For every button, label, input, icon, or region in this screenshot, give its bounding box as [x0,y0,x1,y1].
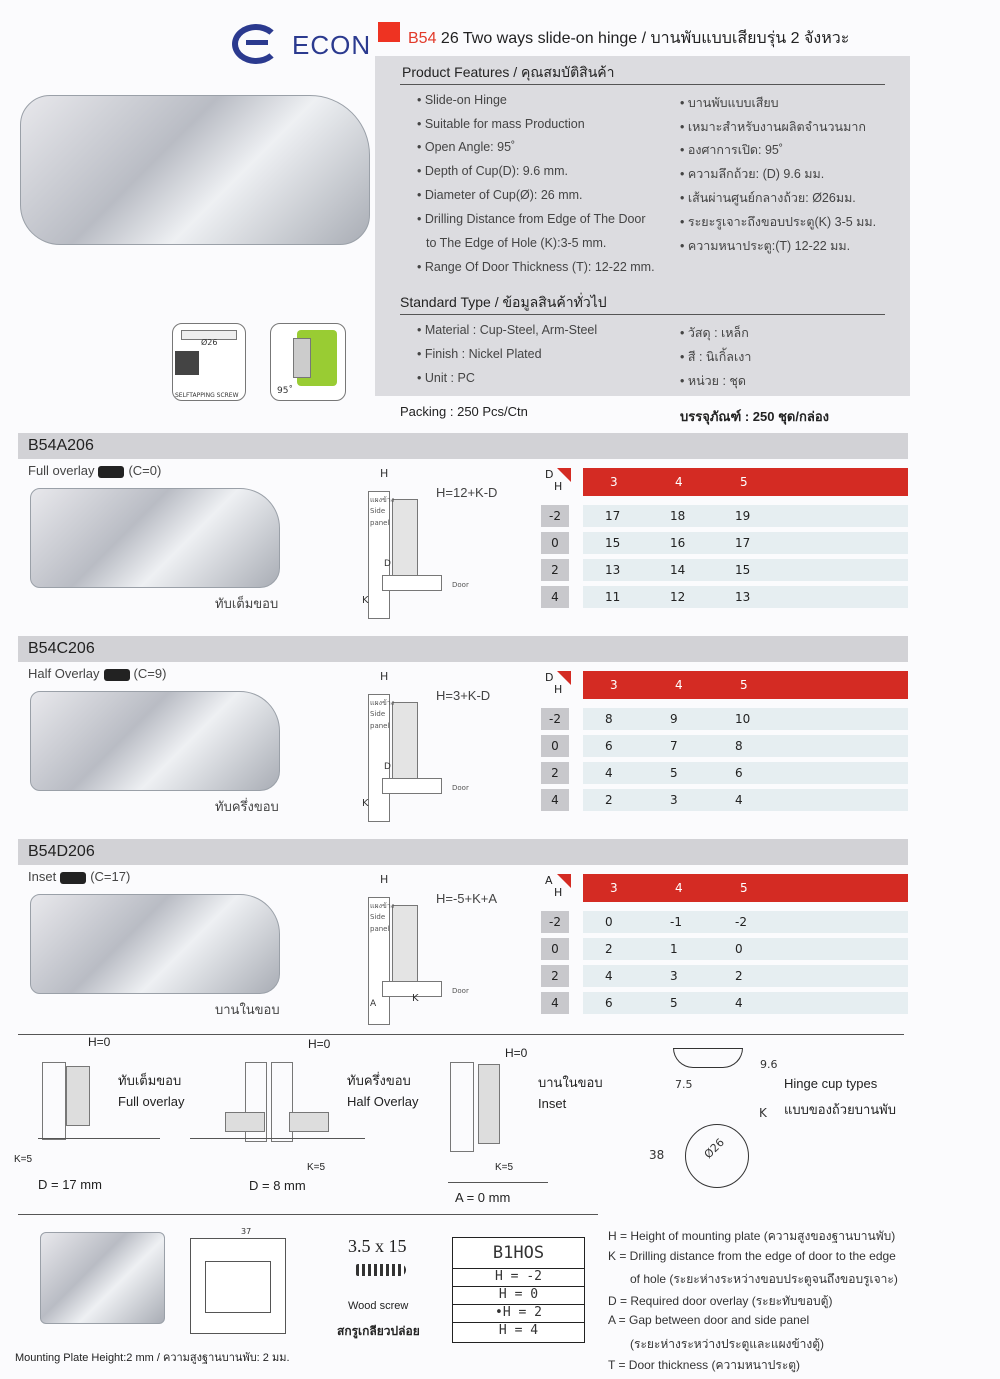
table-row [583,789,908,811]
table-cell: 13 [605,563,621,577]
packing-en: Packing : 250 Pcs/Ctn [400,404,528,419]
row-header: 0 [541,532,569,554]
brand-name: ECON [292,30,372,60]
row-header: 2 [541,965,569,987]
table-cell: 18 [670,509,686,523]
mounting-plate-drawing: 37 [190,1238,286,1334]
features-heading: Product Features / คุณสมบัติสินค้า [402,64,615,80]
table-row [583,992,908,1014]
col-header: 5 [740,475,748,489]
table-cell: 11 [605,590,621,604]
full-overlay-diagram [38,1052,96,1142]
overlay-icon [104,669,130,681]
table-cell: 5 [670,766,678,780]
table-header [583,468,908,496]
table-row [583,965,908,987]
overlay-icon [98,466,124,478]
overlay-icon [60,872,86,884]
econ-logo [232,20,372,70]
col-header: 3 [610,678,618,692]
overlay-caption: บานในขอบ [215,1002,280,1017]
table-cell: -2 [735,915,747,929]
table-cell: 2 [605,942,613,956]
row-header: 4 [541,586,569,608]
table-cell: 6 [605,739,613,753]
table-cell: 4 [605,969,613,983]
table-cell: 7 [670,739,678,753]
table-cell: 6 [605,996,613,1010]
packing-th: บรรจุภัณฑ์ : 250 ชุด/กล่อง [680,409,829,424]
table-cell: 19 [735,509,751,523]
row-header: 4 [541,789,569,811]
screw-size: 3.5 x 15 [348,1236,407,1256]
table-cell: 3 [670,969,678,983]
overlay-type: Inset (C=17) [28,869,131,884]
table-cell: 17 [735,536,751,550]
table-row [583,735,908,757]
table-cell: 14 [670,563,686,577]
row-header: 0 [541,938,569,960]
table-cell: 4 [735,793,743,807]
table-cell: 13 [735,590,751,604]
col-header: 4 [675,678,683,692]
overlay-type: Half Overlay (C=9) [28,666,167,681]
title-marker [378,22,400,42]
inset-diagram [450,1052,530,1162]
table-cell: 0 [605,915,613,929]
hinge-cup-diagram: Ø26 9.6 7.5 38 K [645,1040,785,1200]
formula: H=12+K-D [436,485,498,500]
screw-icon [356,1264,406,1276]
section-hinge-photo [30,488,280,588]
row-header: 0 [541,735,569,757]
table-cell: 8 [735,739,743,753]
table-corner: A H [543,874,571,902]
table-corner: D H [543,671,571,699]
mounting-plate-photo [40,1232,165,1324]
col-header: 4 [675,881,683,895]
table-header [583,874,908,902]
col-header: 3 [610,475,618,489]
section-header: B54A206 [18,433,908,459]
row-header: 4 [541,992,569,1014]
table-cell: 1 [670,942,678,956]
formula: H=-5+K+A [436,891,498,906]
col-header: 4 [675,475,683,489]
open-angle-icon: 95˚ [270,323,346,401]
row-header: -2 [541,708,569,730]
table-cell: 0 [735,942,743,956]
product-code: B54 [408,30,437,47]
formula: H=3+K-D [436,688,491,703]
table-cell: 5 [670,996,678,1010]
table-cell: 8 [605,712,613,726]
b1hos-table: B1HOS H = -2 H = 0 •H = 2 H = 4 [452,1237,585,1343]
overlay-caption: ทับเต็มขอบ [215,596,279,611]
row-header: 2 [541,559,569,581]
installation-diagram: แผงข้าง Side panel Door H A K [362,877,487,1027]
table-cell: 15 [605,536,621,550]
product-title-text: 26 Two ways slide-on hinge / บานพับแบบเสียบรุ่น 2 จังหวะ [440,30,850,47]
installation-diagram: แผงข้าง Side panel Door H D K [362,674,487,824]
selftapping-screw-icon: Ø26 SELFTAPPING SCREW [172,323,246,401]
table-cell: 10 [735,712,751,726]
mounting-caption: Mounting Plate Height:2 mm / ความสูงฐานบานพับ: 2 มม. [15,1352,290,1364]
product-title [408,26,849,51]
section-header: B54C206 [18,636,908,662]
installation-diagram: แผงข้าง Side panel Door H D K [362,471,487,621]
table-cell: 4 [605,766,613,780]
section-hinge-photo [30,691,280,791]
section-header: B54D206 [18,839,908,865]
col-header: 3 [610,881,618,895]
row-header: 2 [541,762,569,784]
table-cell: -1 [670,915,682,929]
col-header: 5 [740,678,748,692]
standard-heading: Standard Type / ข้อมูลสินค้าทั่วไป [400,294,607,310]
table-cell: 2 [735,969,743,983]
table-cell: 3 [670,793,678,807]
col-header: 5 [740,881,748,895]
row-header: -2 [541,505,569,527]
hinge-photo [20,95,370,245]
table-cell: 4 [735,996,743,1010]
section-hinge-photo [30,894,280,994]
table-cell: 12 [670,590,686,604]
table-cell: 2 [605,793,613,807]
half-overlay-diagram [215,1052,335,1142]
table-corner: D H [543,468,571,496]
spec-box: Product Features / คุณสมบัติสินค้า • Slide-on Hinge • Suitable for mass Production • Open Angle: 95˚ • Depth of Cup(D): 9.6 mm. • Diameter of Cup(Ø): 26 mm. • Drilling Distance from Edge of The Door to The Edge of Hole (K):3-5 mm. • Range Of Door Thickness (T): 12-22 mm. • บานพับแบบเสียบ • เหมาะสำหรับงานผลิตจำนวนมาก • องศาการเปิด: 95˚ • ความลึกถ้วย: (D) 9.6 มม. • เส้นผ่านศูนย์กลางถ้วย: Ø26มม. • ระยะรูเจาะถึงขอบประตู(K) 3-5 มม. • ความหนาประตู:(T) 12-22 มม. Standard Type / ข้อมูลสินค้าทั่วไป • Material : Cup-Steel, Arm-Steel • Finish : Nickel Plated • Unit : PC • วัสดุ : เหล็ก • สี : นิเกิ้ลเงา • หน่วย : ชุด [375,56,910,396]
table-cell: 6 [735,766,743,780]
overlay-type: Full overlay (C=0) [28,463,162,478]
table-cell: 16 [670,536,686,550]
table-row [583,762,908,784]
table-cell: 9 [670,712,678,726]
table-cell: 17 [605,509,621,523]
table-row [583,938,908,960]
table-header [583,671,908,699]
row-header: -2 [541,911,569,933]
overlay-caption: ทับครึ่งขอบ [215,799,279,814]
table-cell: 15 [735,563,751,577]
